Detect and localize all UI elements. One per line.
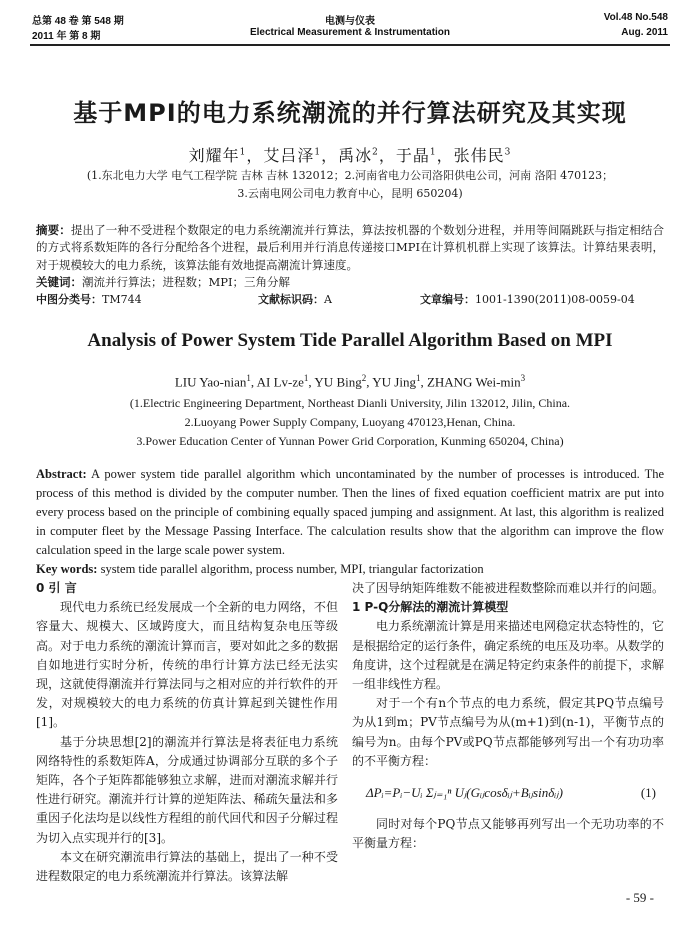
keywords-cn: 关键词：潮流并行算法；进程数；MPI；三角分解 xyxy=(36,275,291,289)
section-0-title: 0 引 言 xyxy=(36,581,77,595)
model-paragraph-2: 对于一个有n个节点的电力系统，假定其PQ节点编号为从1到m；PV节点编号为从(m+1)到(n-1)，平衡节点的编号为n。由每个PV或PQ节点都能够列写出一个有功功率的不平衡方程： xyxy=(352,696,664,768)
section-1-title: 1 P-Q分解法的潮流计算模型 xyxy=(352,600,509,615)
model-paragraph-3: 同时对每个PQ节点又能够再列写出一个无功功率的不平衡量方程： xyxy=(352,817,664,851)
affiliation-en-line1: (1.Electric Engineering Department, Northeast Dianli University, Jilin 132012, Jilin, China. xyxy=(129,396,571,410)
header-rule xyxy=(30,44,670,46)
affiliation-en-line2: 2.Luoyang Power Supply Company, Luoyang 470123,Henan, China. xyxy=(184,415,516,429)
equation-1-body: ΔPᵢ=Pᵢ−Uᵢ Σⱼ₌₁ⁿ Uⱼ(Gᵢⱼcosδᵢⱼ+Bᵢⱼsinδᵢⱼ) xyxy=(366,785,563,801)
document-code: 文献标识码：A xyxy=(258,293,332,306)
article-number: 文章编号：1001-1390(2011)08-0059-04 xyxy=(420,293,635,306)
header-journal-cn: 电测与仪表 xyxy=(325,16,375,27)
intro-paragraph-3: 本文在研究潮流串行算法的基础上，提出了一种不受进程数限定的电力系统潮流并行算法。该算法解 xyxy=(36,849,338,884)
equation-1 xyxy=(352,771,664,815)
abstract-en: Abstract: A power system tide parallel algorithm which uncontaminated by the number of processes is introduced. The process of this method is divided by the computer number. Then the lines of fixed equation coefficient matrix are put into every process based on the principle of combining equally spaced jumping and assignment. At last, this algorithm is realized in computer fleet by the Message Passing Interface. The calculation results show that the algorithm can improve the flow calculation speed in the large scale power system. xyxy=(36,467,664,557)
abstract-cn xyxy=(36,222,664,274)
header-journal-en: Electrical Measurement & Instrumentation xyxy=(249,27,451,38)
affiliation-cn-line2: 3.云南电网公司电力教育中心，昆明 650204) xyxy=(237,187,463,200)
equation-1-number: (1) xyxy=(640,785,656,801)
authors-cn: 刘耀年$^1$，艾吕泽$^1$，禹冰$^2$，于晶$^1$，张伟民$^3$ xyxy=(188,146,512,165)
clc-number: 中图分类号：TM744 xyxy=(36,293,142,306)
right-column xyxy=(352,579,664,853)
affiliation-en-line3: 3.Power Education Center of Yunnan Power Grid Corporation, Kunming 650204, China) xyxy=(136,434,564,448)
affiliation-cn-line1: (1.东北电力大学 电气工程学院 吉林 吉林 132012；2.河南省电力公司洛阳供电公司，河南 洛阳 470123； xyxy=(86,169,614,182)
abstract-cn-text: 提出了一种不受进程个数限定的电力系统潮流并行算法，算法按机器的个数划分进程，并用等间隔跳跃与指定相结合的方式将系数矩阵的各行分配给各个进程，最后利用并行消息传递接口MPI在计算机机群上实现了该算法。计算结果表明，对于规模较大的电力系统，该算法能有效地提高潮流计算速度。 xyxy=(36,223,665,272)
page-number: - 59 - xyxy=(625,890,654,905)
left-column xyxy=(36,579,338,886)
model-paragraph-1: 电力系统潮流计算是用来描述电网稳定状态特性的，它是根据给定的运行条件，确定系统的电压及功率。从数学的角度讲，这个过程就是在满足特定约束条件的前提下，求解一组非线性方程。 xyxy=(352,619,665,692)
header-volume: 总第 48 卷 第 548 期 xyxy=(32,16,124,27)
intro-paragraph-1: 现代电力系统已经发展成一个全新的电力网络，不但容量大、规模大、区域跨度大，而且结构复杂电压等级高。对于电力系统的潮流计算而言，要对如此之多的数据自如地进行实时分析，传统的串行计算方法已经无法实现，这就使得潮流并行算法同与之相对应的并行软件的开发，对规模较大的电力系统的仿真计算起到关键性作用[1]。 xyxy=(36,600,338,730)
authors-en: LIU Yao-nian$^1$, AI $Lv-ze^1$, YU Bing$^2$, YU Jing$^1$, ZHANG Wei-$\min^3$ xyxy=(174,373,526,390)
paper-title-cn: 基于MPI的电力系统潮流的并行算法研究及其实现 xyxy=(73,99,627,127)
paper-title-en: Analysis of Power System Tide Parallel Algorithm Based on MPI xyxy=(87,330,613,351)
header-date: Aug. 2011 xyxy=(621,27,668,38)
continued-paragraph: 决了因导纳矩阵维数不能被进程数整除而难以并行的问题。 xyxy=(352,581,665,595)
abstract-cn-label: 摘要： xyxy=(36,223,71,237)
keywords-en: Key words: system tide parallel algorithm, process number, MPI, triangular factorization xyxy=(36,562,484,576)
intro-paragraph-2: 基于分块思想[2]的潮流并行算法是将表征电力系统网络特性的系数矩阵A，分成通过协调部分互联的多个子矩阵，各个子矩阵都能够独立求解，进而对潮流求解并行性进行研究。潮流并行计算的逆矩阵法、稀疏矢量法和多重因子化法均是以线性方程组的前代回代和因子分解过程为切入点实现并行的[3]。 xyxy=(36,734,338,845)
header-vol-no: Vol.48 No.548 xyxy=(603,12,668,23)
header-issue: 2011 年 第 8 期 xyxy=(32,31,101,42)
